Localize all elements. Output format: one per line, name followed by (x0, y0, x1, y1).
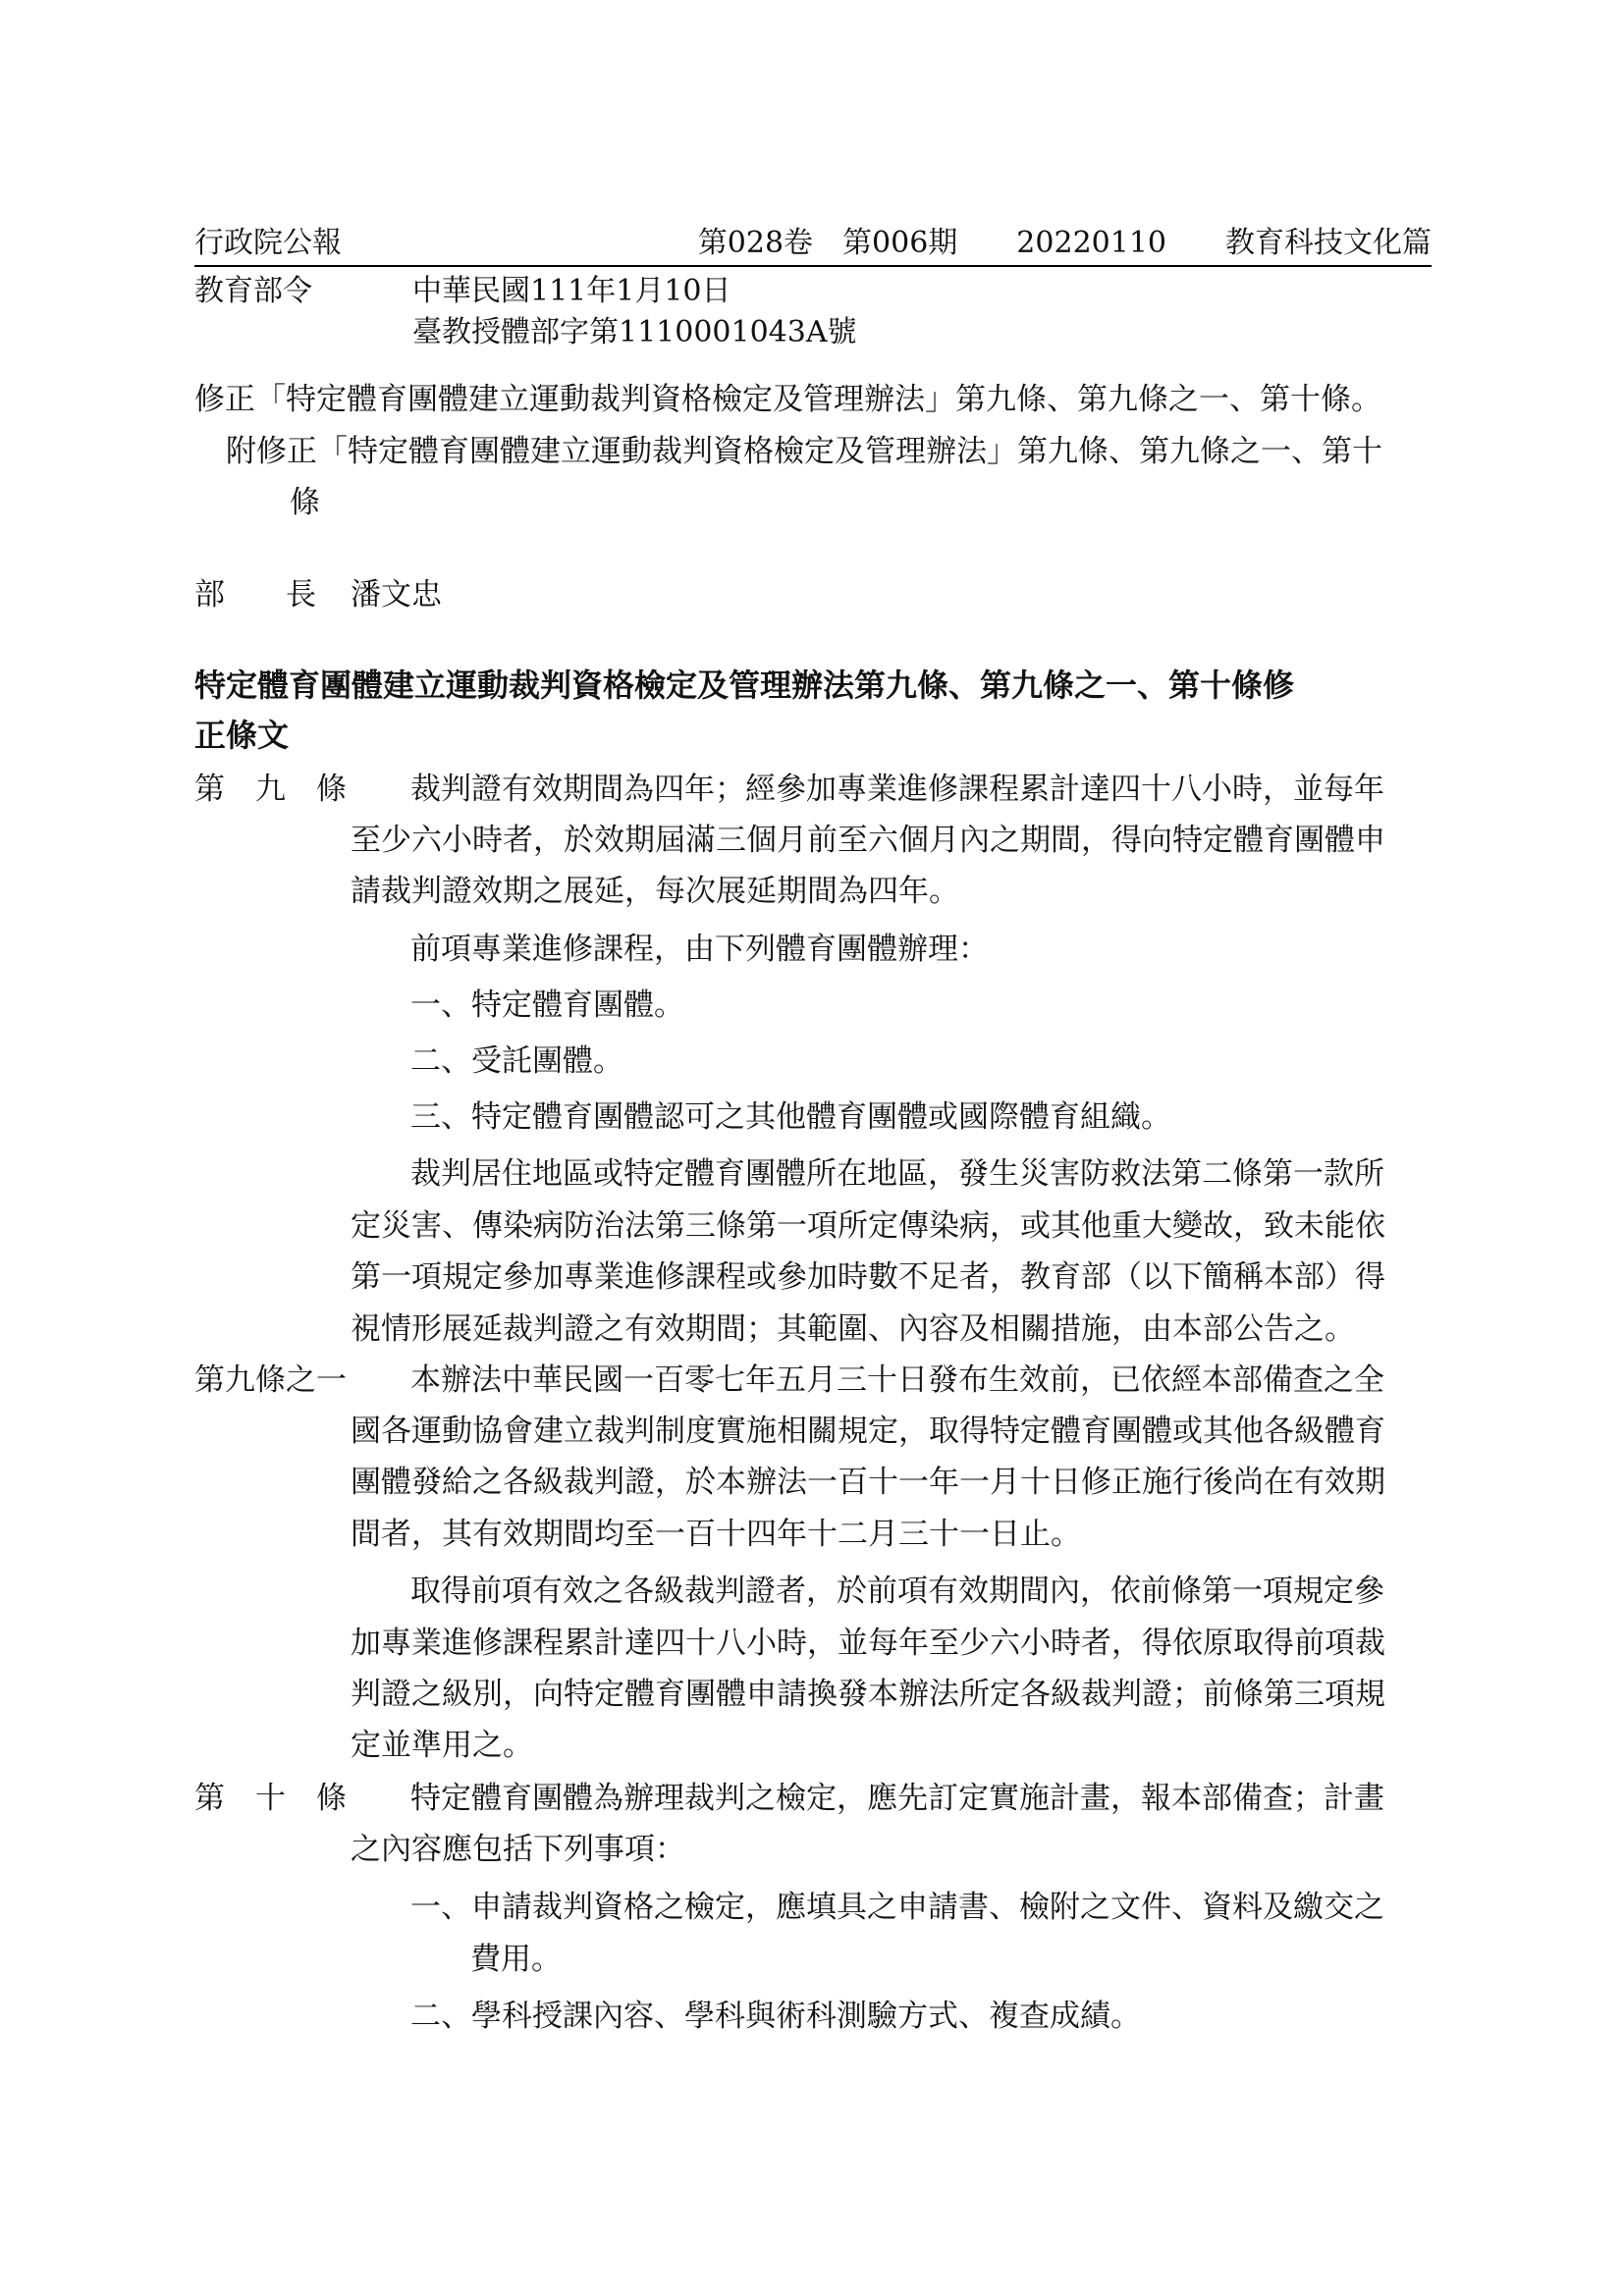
article-10-line: 費用。 (470, 1942, 562, 1977)
article-10-line: 之內容應包括下列事項： (351, 1832, 685, 1867)
article-9-line: 前項專業進修課程，由下列體育團體辦理： (410, 932, 989, 967)
gazette-header (194, 224, 1432, 267)
article-9-line: 裁判居住地區或特定體育團體所在地區，發生災害防救法第二條第一款所 (410, 1156, 1384, 1192)
article-9-1-line: 團體發給之各級裁判證，於本辦法一百十一年一月十日修正施行後尚在有效期 (351, 1465, 1385, 1500)
article-9-1-line: 國各運動協會建立裁判制度實施相關規定，取得特定體育團體或其他各級體育 (351, 1414, 1385, 1449)
article-9-line: 二、受託團體。 (410, 1043, 623, 1079)
article-9-1-label: 第九條之一 (194, 1362, 347, 1398)
intro-line-1: 修正「特定體育團體建立運動裁判資格檢定及管理辦法」第九條、第九條之一、第十條。 (194, 382, 1381, 417)
article-9-1-line: 本辦法中華民國一百零七年五月三十日發布生效前，已依經本部備查之全 (410, 1362, 1384, 1398)
article-9-line: 三、特定體育團體認可之其他體育團體或國際體育組織。 (410, 1099, 1171, 1135)
article-10-line: 二、學科授課內容、學科與術科測驗方式、複查成績。 (410, 1999, 1141, 2034)
article-9-line: 至少六小時者，於效期屆滿三個月前至六個月內之期間，得向特定體育團體申 (351, 823, 1385, 858)
article-9-1-line: 取得前項有效之各級裁判證者，於前項有效期間內，依前條第一項規定參 (410, 1574, 1384, 1609)
volume-issue: 第028卷 第006期 20220110 教育科技文化篇 (697, 226, 1432, 260)
publication-name: 行政院公報 (194, 226, 342, 260)
order-issuer: 教育部令 (194, 274, 312, 308)
order-number: 臺教授體部字第1110001043A號 (412, 315, 857, 349)
signature-name: 潘文忠 (351, 577, 442, 613)
article-9-line: 視情形展延裁判證之有效期間；其範圍、內容及相關措施，由本部公告之。 (351, 1311, 1355, 1347)
article-10-label: 第 十 條 (194, 1781, 347, 1816)
doc-title-line-1: 特定體育團體建立運動裁判資格檢定及管理辦法第九條、第九條之一、第十條修 (194, 667, 1295, 704)
order-date: 中華民國111年1月10日 (412, 274, 731, 308)
signature-title: 部 長 (194, 577, 316, 613)
article-10-line: 一、申請裁判資格之檢定，應填具之申請書、檢附之文件、資料及繳交之 (410, 1890, 1384, 1925)
article-9-label: 第 九 條 (194, 772, 347, 807)
article-9-line: 第一項規定參加專業進修課程或參加時數不足者，教育部（以下簡稱本部）得 (351, 1259, 1385, 1295)
article-9-1-line: 加專業進修課程累計達四十八小時，並每年至少六小時者，得依原取得前項裁 (351, 1626, 1385, 1661)
article-9-line: 定災害、傳染病防治法第三條第一項所定傳染病，或其他重大變故，致未能依 (351, 1208, 1385, 1244)
doc-title-line-2: 正條文 (194, 717, 290, 754)
intro-line-3: 條 (290, 485, 320, 520)
article-9-line: 請裁判證效期之展延，每次展延期間為四年。 (351, 874, 959, 909)
article-10-line: 特定體育團體為辦理裁判之檢定，應先訂定實施計畫，報本部備查；計畫 (410, 1781, 1384, 1816)
article-9-1-line: 間者，其有效期間均至一百十四年十二月三十一日止。 (351, 1517, 1081, 1552)
intro-line-2: 附修正「特定體育團體建立運動裁判資格檢定及管理辦法」第九條、第九條之一、第十 (226, 434, 1382, 469)
article-9-line: 裁判證有效期間為四年；經參加專業進修課程累計達四十八小時，並每年 (410, 772, 1384, 807)
article-9-1-line: 判證之級別，向特定體育團體申請換發本辦法所定各級裁判證；前條第三項規 (351, 1677, 1385, 1712)
article-9-line: 一、特定體育團體。 (410, 988, 684, 1023)
article-9-1-line: 定並準用之。 (351, 1728, 533, 1763)
